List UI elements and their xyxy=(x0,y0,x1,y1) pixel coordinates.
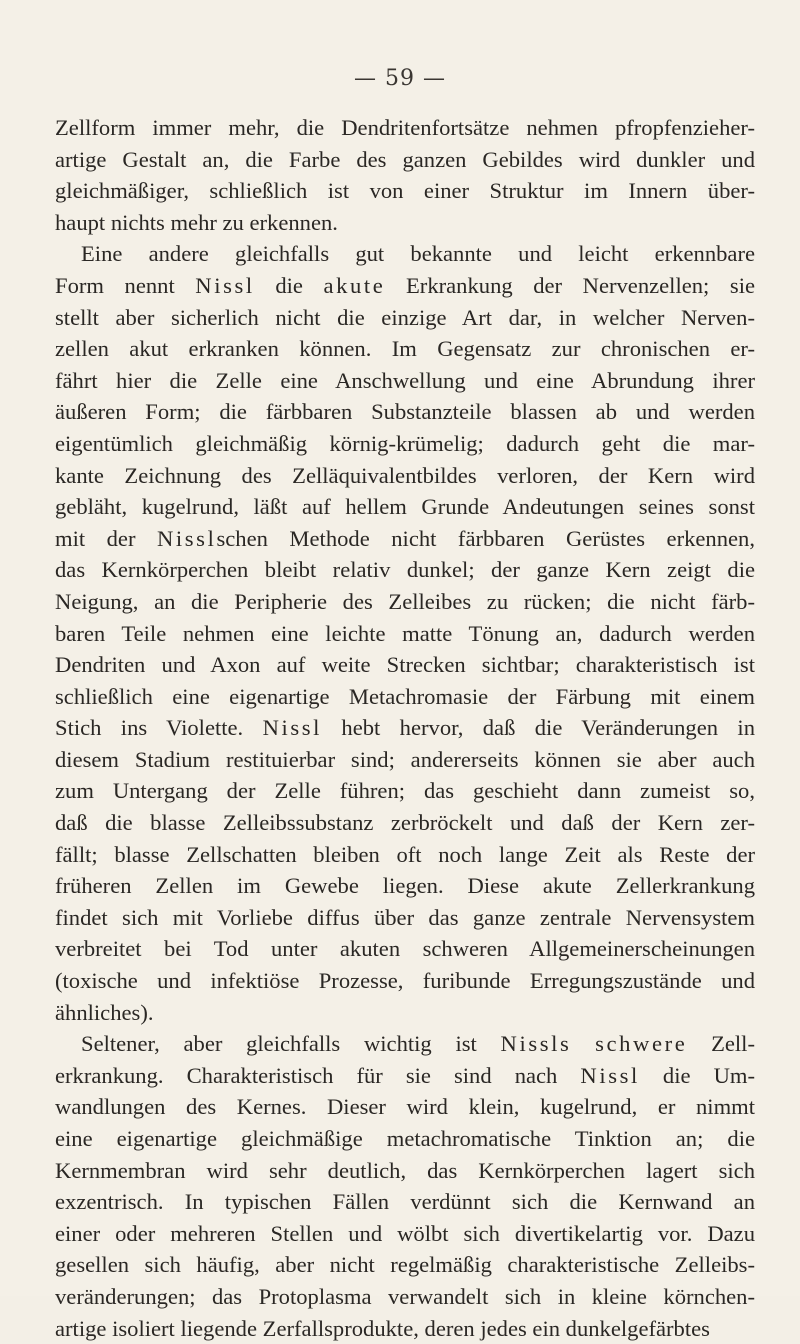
paragraph xyxy=(55,112,755,238)
text-line: artige Gestalt an, die Farbe des ganzen Gebildes wird dunkler und xyxy=(55,146,755,172)
text-line: baren Teile nehmen eine leichte matte Tönung an, dadurch werden xyxy=(55,620,755,646)
text-line: Seltener, aber gleichfalls wichtig ist Nissls schwere Zell- xyxy=(81,1031,755,1057)
emphasized-name: akute xyxy=(323,272,386,298)
text-line: verbreitet bei Tod unter akuten schweren Allgemeinerscheinungen xyxy=(55,936,755,962)
text-line: das Kernkörperchen bleibt relativ dunkel; der ganze Kern zeigt die xyxy=(55,557,755,583)
body-text xyxy=(55,112,755,1344)
text-line: artige isoliert liegende Zerfallsprodukte, deren jedes ein dunkelgefärbtes xyxy=(55,1315,710,1341)
text-line: veränderungen; das Protoplasma verwandelt sich in kleine körnchen- xyxy=(55,1283,755,1309)
text-line: Kernmembran wird sehr deutlich, das Kernkörperchen lagert sich xyxy=(55,1157,755,1183)
text-line: fällt; blasse Zellschatten bleiben oft noch lange Zeit als Reste der xyxy=(55,841,755,867)
emphasized-name: Nissls xyxy=(500,1031,572,1057)
emphasized-name: Nissl xyxy=(195,272,255,298)
text-line: kante Zeichnung des Zelläquivalentbildes verloren, der Kern wird xyxy=(55,462,755,488)
emphasized-name: Nissl xyxy=(262,715,323,741)
text-line: einer oder mehreren Stellen und wölbt sich divertikelartig vor. Dazu xyxy=(55,1220,755,1246)
text-line: stellt aber sicherlich nicht die einzige Art dar, in welcher Nerven- xyxy=(55,304,755,330)
emphasized-name: Nissl xyxy=(157,525,217,551)
page-number: — 59 — xyxy=(354,66,446,91)
paragraph xyxy=(55,1028,755,1344)
text-line: wandlungen des Kernes. Dieser wird klein, kugelrund, er nimmt xyxy=(55,1094,755,1120)
text-line: diesem Stadium restituierbar sind; andererseits können sie aber auch xyxy=(55,746,755,772)
text-line: Zellform immer mehr, die Dendritenfortsätze nehmen pfropfenzieher- xyxy=(55,115,755,140)
text-line: zellen akut erkranken können. Im Gegensatz zur chronischen er- xyxy=(55,336,755,362)
text-line: erkrankung. Charakteristisch für sie sind nach Nissl die Um- xyxy=(55,1062,755,1088)
emphasized-name: Nissl xyxy=(580,1062,640,1088)
text-line: (toxische und infektiöse Prozesse, furibunde Erregungszustände und xyxy=(55,968,755,994)
text-line: Dendriten und Axon auf weite Strecken sichtbar; charakteristisch ist xyxy=(55,652,755,678)
text-line: gleichmäßiger, schließlich ist von einer Struktur im Innern über- xyxy=(55,178,755,204)
text-line: Stich ins Violette. Nissl hebt hervor, daß die Veränderungen in xyxy=(55,715,755,741)
text-line: zum Untergang der Zelle führen; das geschieht dann zumeist so, xyxy=(55,778,755,804)
text-line: Neigung, an die Peripherie des Zelleibes zu rücken; die nicht färb- xyxy=(55,588,755,614)
text-line: äußeren Form; die färbbaren Substanzteile blassen ab und werden xyxy=(55,399,755,425)
text-line: früheren Zellen im Gewebe liegen. Diese akute Zellerkrankung xyxy=(55,873,755,899)
text-line: eine eigenartige gleichmäßige metachromatische Tinktion an; die xyxy=(55,1126,755,1151)
text-line: gesellen sich häufig, aber nicht regelmäßig charakteristische Zelleibs- xyxy=(55,1252,755,1278)
text-line: findet sich mit Vorliebe diffus über das ganze zentrale Nervensystem xyxy=(55,904,755,930)
text-line: exzentrisch. In typischen Fällen verdünnt sich die Kernwand an xyxy=(55,1189,755,1215)
text-line: eigentümlich gleichmäßig körnig-krümelig; dadurch geht die mar- xyxy=(55,430,755,456)
text-line: fährt hier die Zelle eine Anschwellung und eine Abrundung ihrer xyxy=(55,367,755,393)
text-line: ähnliches). xyxy=(55,999,154,1025)
text-line: gebläht, kugelrund, läßt auf hellem Grunde Andeutungen seines sonst xyxy=(55,494,755,520)
text-line: mit der Nisslschen Methode nicht färbbaren Gerüstes erkennen, xyxy=(55,525,755,551)
text-line: schließlich eine eigenartige Metachromasie der Färbung mit einem xyxy=(55,683,755,709)
text-line: daß die blasse Zelleibssubstanz zerbröckelt und daß der Kern zer- xyxy=(55,810,755,836)
paragraph xyxy=(55,238,755,1028)
text-line: Eine andere gleichfalls gut bekannte und leicht erkennbare xyxy=(81,241,755,267)
emphasized-name: schwere xyxy=(595,1031,688,1057)
text-line: haupt nichts mehr zu erkennen. xyxy=(55,209,338,235)
text-line: Form nennt Nissl die akute Erkrankung der Nervenzellen; sie xyxy=(55,272,755,298)
